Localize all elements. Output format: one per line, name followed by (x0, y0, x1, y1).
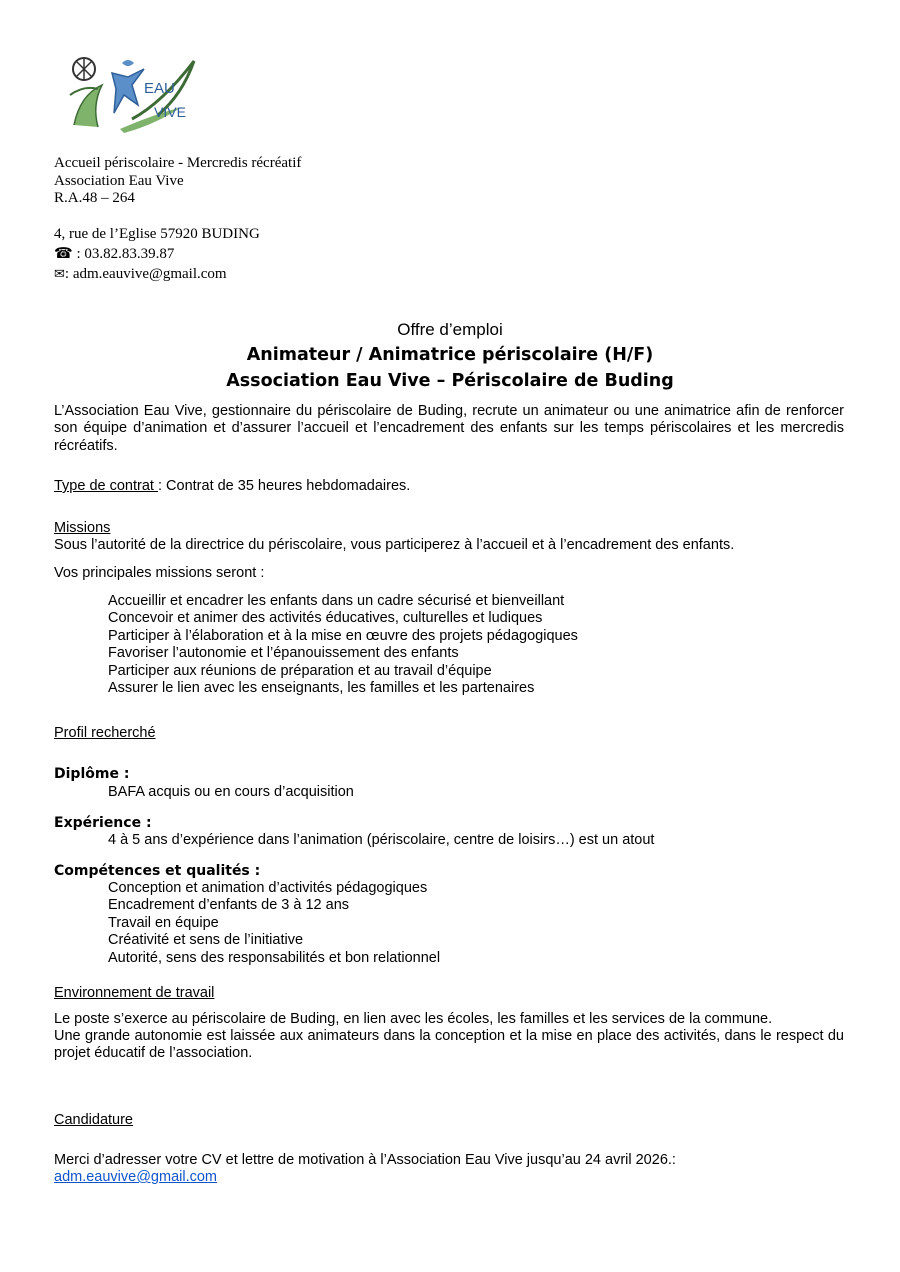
contact-info (54, 224, 260, 284)
profile-heading: Profil recherché (54, 725, 156, 741)
experience-label: Expérience : (54, 815, 152, 831)
logo (62, 55, 202, 135)
missions-list (108, 593, 578, 697)
skills-list (108, 880, 440, 967)
diploma-label: Diplôme : (54, 766, 130, 782)
list-item: Travail en équipe (108, 914, 219, 931)
missions-heading: Missions (54, 520, 111, 536)
list-item: Autorité, sens des responsabilités et bon relationnel (108, 949, 441, 966)
email-line (54, 264, 260, 284)
org-line: Association Eau Vive (54, 172, 184, 189)
org-line: Accueil périscolaire - Mercredis récréatif (54, 155, 302, 171)
contract-value: : Contrat de 35 heures hebdomadaires. (157, 478, 411, 494)
list-item: Favoriser l’autonomie et l’épanouissement des enfants (108, 645, 459, 662)
phone-line (54, 244, 260, 264)
environment-line2: Une grande autonomie est laissée aux animateurs dans la conception et la mise en place des activités, dans le respect du projet éducatif de l’association. (54, 1028, 844, 1062)
application-heading: Candidature (54, 1112, 133, 1128)
missions-intro: Sous l’autorité de la directrice du périscolaire, vous participerez à l’accueil et à l’encadrement des enfants. (54, 537, 735, 553)
page-title: Animateur / Animatrice périscolaire (H/F) (246, 345, 654, 365)
contract-label: Type de contrat (54, 478, 158, 494)
skills-label: Compétences et qualités : (54, 863, 261, 879)
missions-lead: Vos principales missions seront : (54, 565, 265, 581)
org-line: R.A.48 – 264 (54, 190, 135, 206)
org-info (54, 155, 301, 208)
intro-paragraph: L’Association Eau Vive, gestionnaire du périscolaire de Buding, recrute un animateur ou une animatrice afin de renforcer son équipe d’animation et d’assurer l’accueil et l’encadrement des enfants sur les temps périscolaires et les mercredis récréatifs. (54, 403, 844, 454)
page-subtitle: Association Eau Vive – Périscolaire de Buding (226, 371, 674, 391)
list-item: Participer aux réunions de préparation et au travail d’équipe (108, 662, 492, 679)
environment-line1: Le poste s’exerce au périscolaire de Buding, en lien avec les écoles, les familles et les services de la commune. (54, 1011, 773, 1027)
logo-graphic (62, 55, 202, 135)
logo-text-eau: EAU (144, 80, 175, 97)
list-item: Concevoir et animer des activités éducatives, culturelles et ludiques (108, 610, 543, 627)
diploma-value: BAFA acquis ou en cours d’acquisition (108, 784, 354, 800)
list-item: Accueillir et encadrer les enfants dans un cadre sécurisé et bienveillant (108, 593, 565, 609)
title-kicker: Offre d’emploi (397, 320, 503, 339)
application-email-link[interactable]: adm.eauvive@gmail.com (54, 1169, 218, 1185)
list-item: Créativité et sens de l’initiative (108, 932, 304, 949)
email-address: : adm.eauvive@gmail.com (64, 266, 227, 282)
address: 4, rue de l’Eglise 57920 BUDING (54, 226, 260, 242)
experience-value: 4 à 5 ans d’expérience dans l’animation (périscolaire, centre de loisirs…) est un atout (108, 832, 655, 848)
list-item: Encadrement d’enfants de 3 à 12 ans (108, 897, 350, 914)
list-item: Participer à l’élaboration et à la mise en œuvre des projets pédagogiques (108, 627, 578, 644)
logo-text-vive: VIVE (154, 104, 186, 120)
environment-heading: Environnement de travail (54, 985, 215, 1001)
contract-line (54, 478, 410, 495)
phone-icon: ☎ (54, 246, 73, 262)
list-item: Conception et animation d’activités pédagogiques (108, 880, 428, 896)
list-item: Assurer le lien avec les enseignants, les familles et les partenaires (108, 680, 535, 697)
application-text: Merci d’adresser votre CV et lettre de motivation à l’Association Eau Vive jusqu’au 24 avril 2026.: (54, 1152, 676, 1168)
phone-number: : 03.82.83.39.87 (72, 246, 175, 262)
email-icon: ✉ (54, 266, 65, 281)
